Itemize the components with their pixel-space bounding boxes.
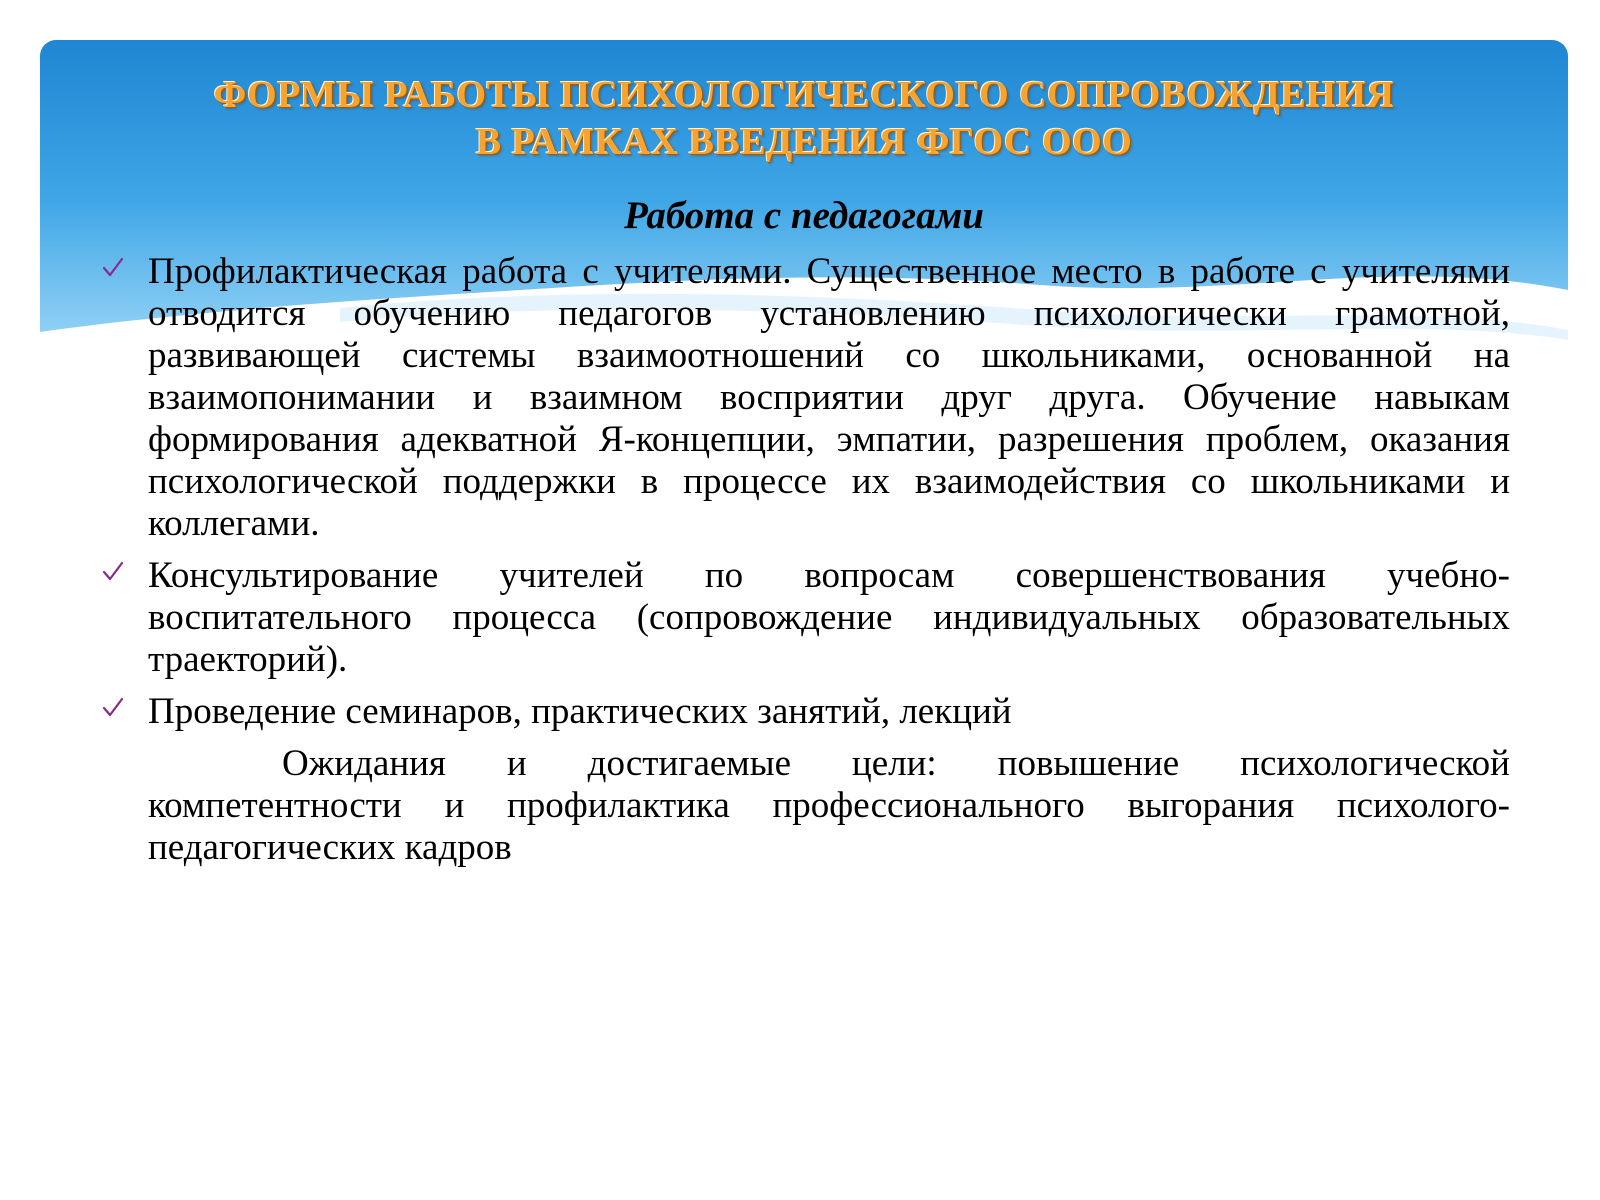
slide-title-line-1: ФОРМЫ РАБОТЫ ПСИХОЛОГИЧЕСКОГО СОПРОВОЖДЕНИЯ [213, 74, 1395, 116]
expectations-paragraph: Ожидания и достигаемые цели: повышение психологической компетентности и профилактика профессионального выгорания психолого-педагогических кадров [148, 743, 1510, 868]
slide-title [40, 72, 1568, 166]
list-item-text: Консультирование учителей по вопросам совершенствования учебно-воспитательного процесса (сопровождение индивидуальных образовательных траекторий). [148, 555, 1510, 680]
checkmark-icon [100, 255, 126, 281]
section-subtitle: Работа с педагогами [623, 194, 984, 237]
checkmark-icon [100, 695, 126, 721]
slide-title-line-2: В РАМКАХ ВВЕДЕНИЯ ФГОС ООО [475, 121, 1133, 163]
list-item [92, 691, 1510, 733]
list-item-text: Профилактическая работа с учителями. Существенное место в работе с учителями отводится обучению педагогов установлению психологически грамотной, развивающей системы взаимоотношений со школьниками, основанной на взаимопонимании и взаимном восприятии друг друга. Обучение навыкам формирования адекватной Я-концепции, эмпатии, разрешения проблем, оказания психологической поддержки в процессе их взаимодействия со школьниками и коллегами. [148, 251, 1510, 544]
checkmark-icon [100, 559, 126, 585]
list-item-text: Проведение семинаров, практических занятий, лекций [148, 691, 1012, 732]
list-item [92, 555, 1510, 681]
list-item [92, 251, 1510, 545]
slide-content [92, 251, 1510, 869]
